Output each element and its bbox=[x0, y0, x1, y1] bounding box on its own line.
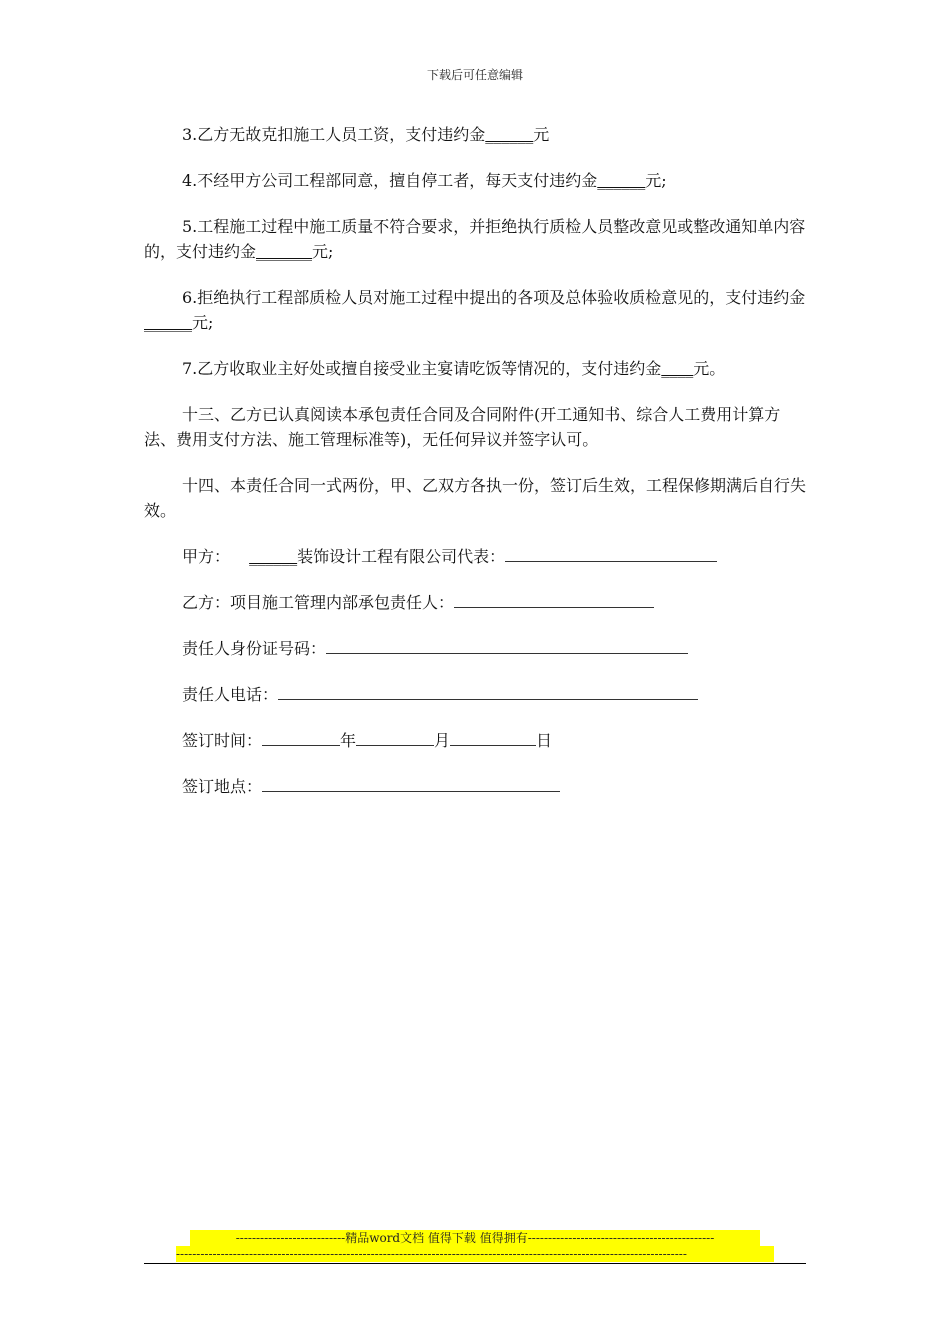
day-label: 日 bbox=[536, 731, 553, 750]
year-field[interactable] bbox=[262, 729, 340, 746]
clause-unit: 元; bbox=[192, 313, 214, 332]
document-body bbox=[144, 122, 808, 820]
article-14 bbox=[144, 473, 808, 523]
clause-5 bbox=[144, 214, 808, 264]
party-a-company-label: 装饰设计工程有限公司代表： bbox=[297, 547, 506, 566]
clause-unit: 元; bbox=[312, 242, 334, 261]
day-field[interactable] bbox=[450, 729, 536, 746]
clause-7 bbox=[144, 356, 808, 381]
footer-dashes: ------------------------------------------------------------------------------------------------------------------------------ bbox=[176, 1246, 774, 1262]
party-b-label: 乙方：项目施工管理内部承包责任人： bbox=[182, 593, 455, 612]
clause-text: 7.乙方收取业主好处或擅自接受业主宴请吃饭等情况的，支付违约金 bbox=[182, 359, 662, 378]
place-label: 签订地点： bbox=[182, 777, 263, 796]
clause-3 bbox=[144, 122, 808, 147]
party-a-label: 甲方： bbox=[182, 547, 231, 566]
clause-text: 4.不经甲方公司工程部同意，擅自停工者，每天支付违约金 bbox=[182, 171, 598, 190]
clause-6 bbox=[144, 285, 808, 335]
phone-label: 责任人电话： bbox=[182, 685, 279, 704]
footer-banner: ---------------------------精品word文档 值得下载 值得拥有---------------------------------------------- bbox=[190, 1230, 760, 1246]
party-b-representative-field[interactable] bbox=[454, 591, 654, 608]
id-number-line bbox=[144, 636, 808, 661]
clause-unit: 元。 bbox=[693, 359, 726, 378]
year-label: 年 bbox=[340, 731, 357, 750]
id-number-field[interactable] bbox=[326, 637, 688, 654]
fill-blank[interactable]: ____ bbox=[661, 359, 694, 378]
party-b-line bbox=[144, 590, 808, 615]
fill-blank[interactable]: ______ bbox=[597, 171, 646, 190]
clause-unit: 元 bbox=[533, 125, 550, 144]
clause-unit: 元; bbox=[645, 171, 667, 190]
party-a-representative-field[interactable] bbox=[505, 545, 717, 562]
month-field[interactable] bbox=[356, 729, 434, 746]
party-a-name-blank[interactable]: ______ bbox=[249, 547, 298, 566]
page-header: 下载后可任意编辑 bbox=[426, 68, 523, 82]
clause-text: 5.工程施工过程中施工质量不符合要求，并拒绝执行质检人员整改意见或整改通知单内容的，支付违约金 bbox=[144, 217, 806, 261]
party-a-line bbox=[144, 544, 808, 569]
date-line bbox=[144, 728, 808, 753]
footer-divider bbox=[144, 1263, 806, 1264]
fill-blank[interactable]: ______ bbox=[144, 313, 192, 332]
place-line bbox=[144, 774, 808, 799]
phone-field[interactable] bbox=[278, 683, 698, 700]
date-label: 签订时间： bbox=[182, 731, 263, 750]
fill-blank[interactable]: _______ bbox=[256, 242, 313, 261]
clause-text: 6.拒绝执行工程部质检人员对施工过程中提出的各项及总体验收质检意见的，支付违约金 bbox=[182, 288, 806, 307]
clause-4 bbox=[144, 168, 808, 193]
article-text: 十四、本责任合同一式两份，甲、乙双方各执一份，签订后生效，工程保修期满后自行失效。 bbox=[144, 476, 807, 520]
id-number-label: 责任人身份证号码： bbox=[182, 639, 327, 658]
phone-line bbox=[144, 682, 808, 707]
clause-text: 3.乙方无故克扣施工人员工资，支付违约金 bbox=[182, 125, 486, 144]
fill-blank[interactable]: ______ bbox=[485, 125, 534, 144]
article-text: 十三、乙方已认真阅读本承包责任合同及合同附件(开工通知书、综合人工费用计算方法、费用支付方法、施工管理标准等)，无任何异议并签字认可。 bbox=[144, 405, 781, 449]
article-13 bbox=[144, 402, 808, 452]
month-label: 月 bbox=[434, 731, 451, 750]
place-field[interactable] bbox=[262, 775, 560, 792]
